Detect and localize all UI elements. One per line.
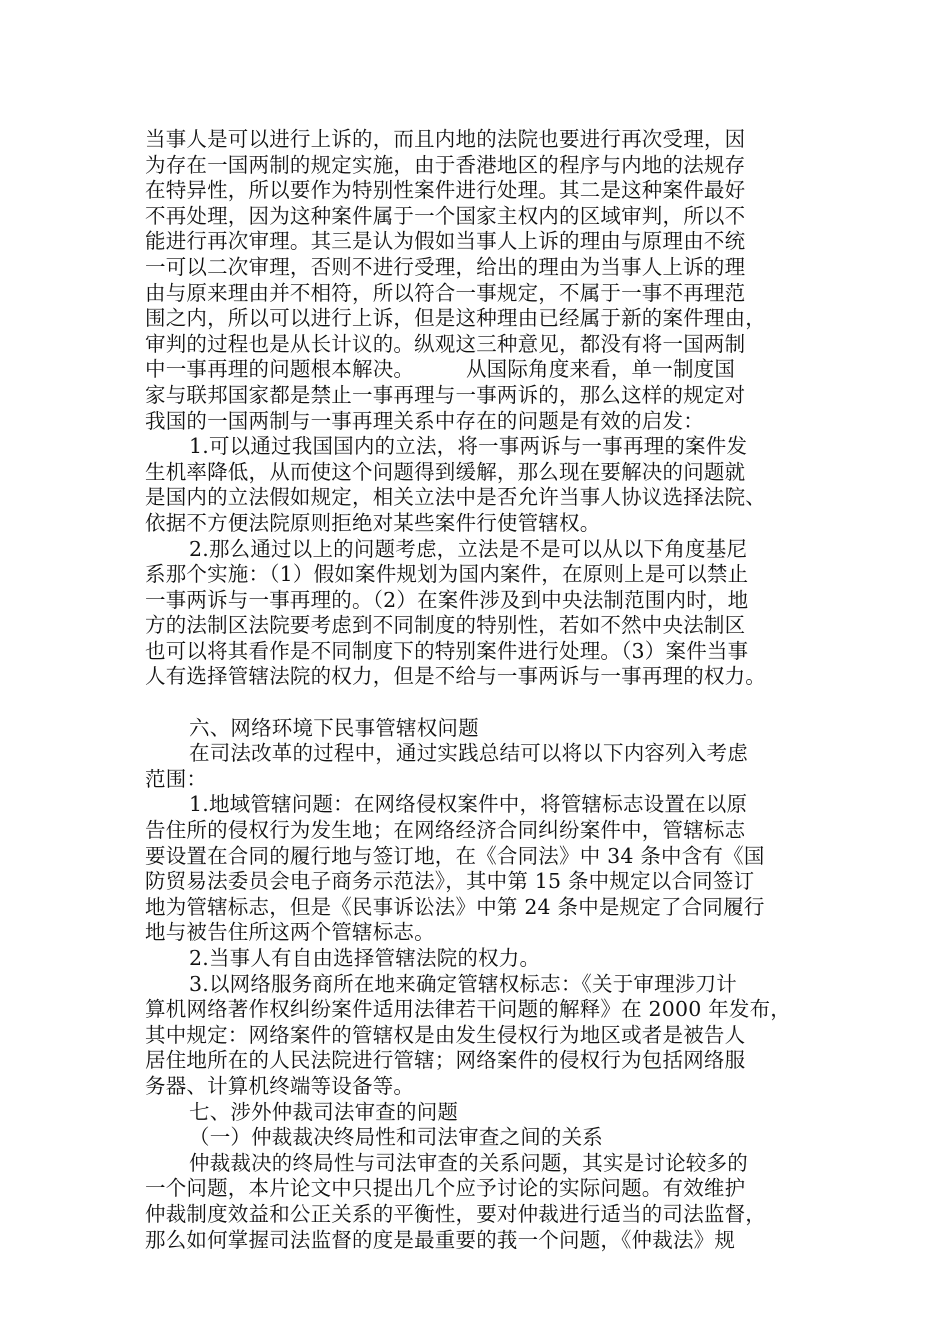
text-line: 2.那么通过以上的问题考虑，立法是不是可以从以下角度基尼	[189, 536, 748, 561]
text-line: 那么如何掌握司法监督的度是最重要的莪一个问题，《仲裁法》规	[145, 1227, 736, 1252]
text-line: 系那个实施：（1）假如案件规划为国内案件，在原则上是可以禁止	[145, 562, 749, 587]
text-line: 方的法制区法院要考虑到不同制度的特别性，若如不然中央法制区	[145, 613, 746, 638]
text-line: 不再处理，因为这种案件属于一个国家主权内的区域审判，所以不	[145, 203, 746, 228]
text-line: 人有选择管辖法院的权力，但是不给与一事两诉与一事再理的权力。	[145, 664, 766, 689]
text-line: 在司法改革的过程中，通过实践总结可以将以下内容列入考虑	[189, 741, 748, 766]
text-line: 家与联邦国家都是禁止一事再理与一事两诉的，那么这样的规定对	[145, 382, 746, 407]
text-line: 一事两诉与一事再理的。（2）在案件涉及到中央法制范围内时，地	[145, 587, 749, 612]
text-line: 由与原来理由并不相符，所以符合一事规定，不属于一事不再理范	[145, 280, 746, 305]
text-line: 1.可以通过我国国内的立法，将一事两诉与一事再理的案件发	[189, 434, 748, 459]
text-line: 要设置在合同的履行地与签订地，在《合同法》中 34 条中含有《国	[145, 843, 765, 868]
text-line: 中一事再理的问题根本解决。 从国际角度来看，单一制度国	[145, 357, 736, 382]
text-line: （一）仲裁裁决终局性和司法审查之间的关系	[189, 1125, 603, 1150]
text-line: 依据不方便法院原则拒绝对某些案件行使管辖权。	[145, 510, 601, 535]
text-line: 地为管辖标志，但是《民事诉讼法》中第 24 条中是规定了合同履行	[145, 894, 765, 919]
text-line: 七、涉外仲裁司法审查的问题	[189, 1099, 459, 1124]
text-line: 仲裁裁决的终局性与司法审查的关系问题，其实是讨论较多的	[189, 1150, 748, 1175]
text-line: 审判的过程也是从长计议的。纵观这三种意见，都没有将一国两制	[145, 331, 746, 356]
text-line: 也可以将其看作是不同制度下的特别案件进行处理。（3）案件当事	[145, 638, 749, 663]
text-line: 是国内的立法假如规定，相关立法中是否允许当事人协议选择法院、	[145, 485, 766, 510]
text-line: 2.当事人有自由选择管辖法院的权力。	[189, 946, 541, 970]
text-line: 围之内，所以可以进行上诉，但是这种理由已经属于新的案件理由，	[145, 306, 766, 331]
text-line: 其中规定：网络案件的管辖权是由发生侵权行为地区或者是被告人	[145, 1022, 746, 1047]
text-line: 算机网络著作权纠纷案件适用法律若干问题的解释》在 2000 年发布，	[145, 997, 792, 1022]
text-line: 一个问题，本片论文中只提出几个应予讨论的实际问题。有效维护	[145, 1176, 746, 1201]
text-line: 居住地所在的人民法院进行管辖；网络案件的侵权行为包括网络服	[145, 1048, 746, 1073]
text-line: 1.地域管辖问题：在网络侵权案件中，将管辖标志设置在以原	[189, 792, 748, 817]
text-line: 范围：	[145, 766, 208, 791]
text-line: 防贸易法委员会电子商务示范法》，其中第 15 条中规定以合同签订	[145, 869, 755, 894]
text-line: 务器、计算机终端等设备等。	[145, 1073, 415, 1098]
text-line: 我国的一国两制与一事再理关系中存在的问题是有效的启发：	[145, 408, 704, 433]
text-line: 在特异性，所以要作为特别性案件进行处理。其二是这种案件最好	[145, 178, 746, 203]
text-line: 生机率降低，从而使这个问题得到缓解，那么现在要解决的问题就	[145, 459, 746, 484]
text-line: 告住所的侵权行为发生地；在网络经济合同纠纷案件中，管辖标志	[145, 818, 746, 843]
text-line: 地与被告住所这两个管辖标志。	[145, 920, 435, 945]
document-body	[145, 127, 809, 1253]
text-line: 当事人是可以进行上诉的，而且内地的法院也要进行再次受理，因	[145, 127, 746, 151]
text-line: 六、网络环境下民事管辖权问题	[189, 715, 479, 740]
text-line: 为存在一国两制的规定实施，由于香港地区的程序与内地的法规存	[145, 152, 746, 177]
text-line: 3.以网络服务商所在地来确定管辖权标志：《关于审理涉刀计	[189, 971, 737, 996]
text-line: 仲裁制度效益和公正关系的平衡性，要对仲裁进行适当的司法监督，	[145, 1201, 766, 1226]
text-line: 能进行再次审理。其三是认为假如当事人上诉的理由与原理由不统	[145, 229, 746, 254]
text-line: 一可以二次审理，否则不进行受理，给出的理由为当事人上诉的理	[145, 254, 746, 279]
